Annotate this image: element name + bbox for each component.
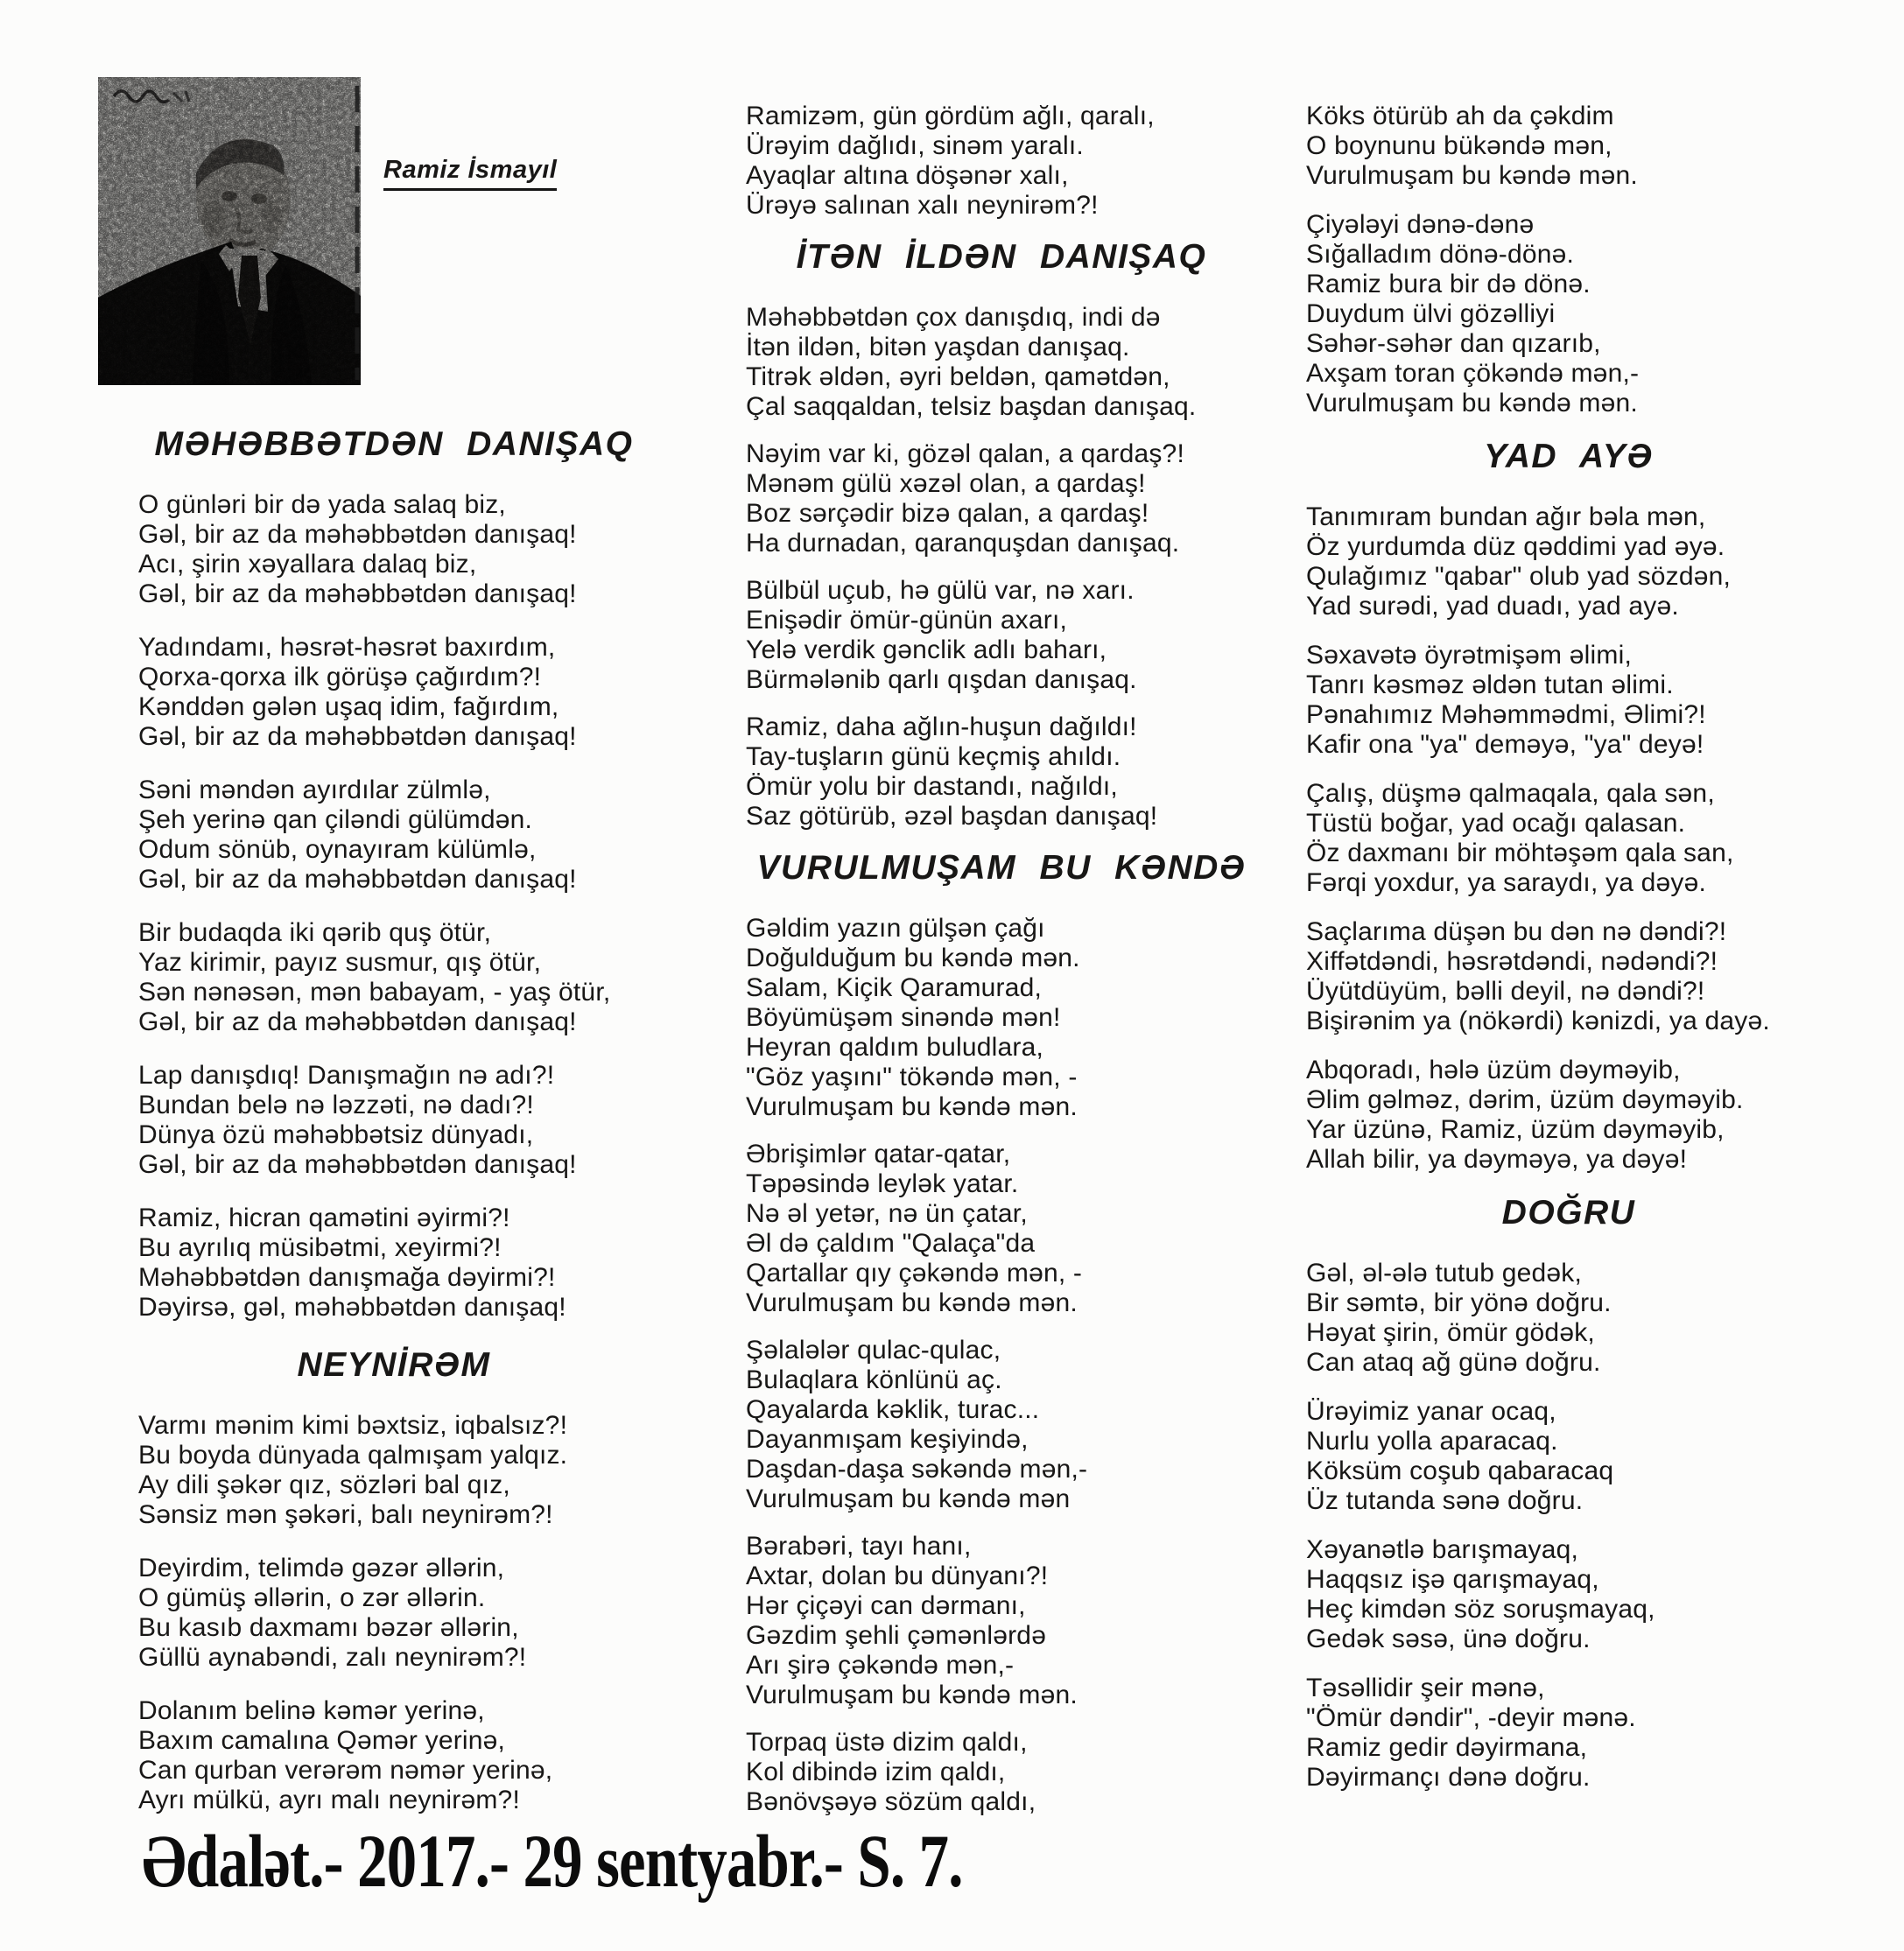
poem-line: Qayalarda kəklik, turac... bbox=[746, 1395, 1040, 1424]
poem-line: Gəl, bir az da məhəbbətdən danışaq! bbox=[138, 579, 577, 608]
poem-line: Qulağımız "qabar" olub yad sözdən, bbox=[1306, 562, 1732, 591]
author-name: Ramiz İsmayıl bbox=[383, 156, 557, 191]
poem-line: Yadındamı, həsrət-həsrət baxırdım, bbox=[138, 633, 556, 662]
stanza bbox=[138, 1696, 650, 1815]
stanza bbox=[1306, 917, 1831, 1036]
poem-line: Enişədir ömür-günün axarı, bbox=[746, 606, 1068, 635]
poem-line: Qartallar qıy çəkəndə mən, - bbox=[746, 1259, 1083, 1288]
poem-line: Çal saqqaldan, telsiz başdan danışaq. bbox=[746, 392, 1197, 421]
poem-line: Varmı mənim kimi bəxtsiz, iqbalsız?! bbox=[138, 1411, 568, 1440]
stanza bbox=[138, 1411, 650, 1530]
poem-line: O gümüş əllərin, o zər əllərin. bbox=[138, 1583, 486, 1612]
stanza bbox=[1306, 102, 1831, 191]
poem-line: Gəl, bir az da məhəbbətdən danışaq! bbox=[138, 520, 577, 549]
poem-line: Səxavətə öyrətmişəm əlimi, bbox=[1306, 641, 1632, 670]
stanza bbox=[1306, 1056, 1831, 1175]
poem-line: Bulaqlara könlünü aç. bbox=[746, 1365, 1002, 1394]
poem-line: Ramiz, daha ağlın-huşun dağıldı! bbox=[746, 712, 1137, 741]
poem-line: Bu ayrılıq müsibətmi, xeyirmi?! bbox=[138, 1233, 502, 1262]
poem-line: Öz daxmanı bir möhtəşəm qala san, bbox=[1306, 839, 1734, 867]
poem-line: Dəyirmançı dənə doğru. bbox=[1306, 1763, 1591, 1792]
poem-line: Köks ötürüb ah da çəkdim bbox=[1306, 102, 1614, 130]
stanza bbox=[1306, 641, 1831, 760]
poem-line: İtən ildən, bitən yaşdan danışaq. bbox=[746, 333, 1130, 361]
poem-line: Gəl, əl-ələ tutub gedək, bbox=[1306, 1259, 1582, 1288]
poem-column-3 bbox=[1306, 102, 1831, 1812]
poem-line: Kol dibində izim qaldı, bbox=[746, 1758, 1006, 1786]
poem-line: Allah bilir, ya dəyməyə, ya dəyə! bbox=[1306, 1145, 1688, 1174]
poem-line: Dünya özü məhəbbətsiz dünyadı, bbox=[138, 1120, 534, 1149]
poem-line: Əlim gəlməz, dərim, üzüm dəyməyib. bbox=[1306, 1085, 1744, 1114]
stanza bbox=[1306, 1259, 1831, 1378]
poem-line: Gedək səsə, ünə doğru. bbox=[1306, 1625, 1591, 1653]
poem-line: Yar üzünə, Ramiz, üzüm dəyməyib, bbox=[1306, 1115, 1725, 1144]
poem-column-2 bbox=[746, 102, 1257, 1835]
poem-line: Arı şirə çəkəndə mən,- bbox=[746, 1651, 1015, 1680]
poem-line: Haqqsız işə qarışmayaq, bbox=[1306, 1565, 1599, 1594]
poem-line: O boynunu bükəndə mən, bbox=[1306, 131, 1612, 160]
poem-line: Gəldim yazın gülşən çağı bbox=[746, 914, 1045, 943]
stanza bbox=[746, 439, 1257, 558]
poem-line: Məhəbbətdən danışmağa dəyirmi?! bbox=[138, 1263, 556, 1292]
poem-line: Ürəyə salınan xalı neynirəm?! bbox=[746, 191, 1099, 220]
stanza bbox=[138, 1061, 650, 1180]
poem-line: Torpaq üstə dizim qaldı, bbox=[746, 1728, 1028, 1757]
poem-line: Doğulduğum bu kəndə mən. bbox=[746, 944, 1080, 972]
stanza bbox=[746, 1728, 1257, 1817]
poem-line: Ramiz gedir dəyirmana, bbox=[1306, 1733, 1588, 1762]
stanza bbox=[1306, 1397, 1831, 1516]
poem-line: Salam, Kiçik Qaramurad, bbox=[746, 973, 1043, 1002]
stanza bbox=[1306, 779, 1831, 898]
poem-line: Kafir ona "ya" deməyə, "ya" deyə! bbox=[1306, 730, 1704, 759]
poem-line: Ha durnadan, qaranquşdan danışaq. bbox=[746, 529, 1180, 558]
poem-line: Axtar, dolan bu dünyanı?! bbox=[746, 1562, 1049, 1590]
stanza bbox=[746, 1336, 1257, 1514]
poem-line: Bülbül uçub, hə gülü var, nə xarı. bbox=[746, 576, 1135, 605]
poem-line: Gəl, bir az da məhəbbətdən danışaq! bbox=[138, 865, 577, 894]
poem-line: Nurlu yolla aparacaq. bbox=[1306, 1427, 1558, 1456]
poem-line: Bişirənim ya (nökərdi) kənizdi, ya dayə. bbox=[1306, 1007, 1770, 1035]
poem-line: Boz sərçədir bizə qalan, a qardaş! bbox=[746, 499, 1149, 528]
poem-line: Ramizəm, gün gördüm ağlı, qaralı, bbox=[746, 102, 1155, 130]
poem-line: Mənəm gülü xəzəl olan, a qardaş! bbox=[746, 469, 1146, 498]
poem-line: Qorxa-qorxa ilk görüşə çağırdım?! bbox=[138, 663, 542, 691]
poem-line: Axşam toran çökəndə mən,- bbox=[1306, 359, 1640, 388]
poem-title: YAD AYƏ bbox=[1484, 438, 1654, 475]
poem-line: Köksüm coşub qabaracaq bbox=[1306, 1456, 1614, 1485]
poem-line: Səhər-səhər dan qızarıb, bbox=[1306, 329, 1601, 358]
poem-line: Bir budaqda iki qərib quş ötür, bbox=[138, 918, 492, 947]
poem-line: Abqoradı, hələ üzüm dəyməyib, bbox=[1306, 1056, 1681, 1084]
poem-line: Daşdan-daşa səkəndə mən,- bbox=[746, 1455, 1088, 1484]
stanza bbox=[746, 303, 1257, 422]
poem-line: Çiyələyi dənə-dənə bbox=[1306, 210, 1535, 239]
poem-line: Böyümüşəm sinəndə mən! bbox=[746, 1003, 1061, 1032]
poem-line: Xiffətdəndi, həsrətdəndi, nədəndi?! bbox=[1306, 947, 1718, 976]
stanza bbox=[138, 775, 650, 895]
stanza bbox=[138, 918, 650, 1037]
stanza bbox=[746, 1140, 1257, 1318]
poem-line: Gəl, bir az da məhəbbətdən danışaq! bbox=[138, 1150, 577, 1179]
poem-line: Kənddən gələn uşaq idim, fağırdım, bbox=[138, 692, 559, 721]
poem-line: Ürəyimiz yanar ocaq, bbox=[1306, 1397, 1556, 1426]
poem-line: Məhəbbətdən çox danışdıq, indi də bbox=[746, 303, 1161, 332]
poem-line: Ayrı mülkü, ayrı malı neynirəm?! bbox=[138, 1786, 520, 1814]
poem-line: "Göz yaşını" tökəndə mən, - bbox=[746, 1063, 1078, 1091]
poem-line: Saçlarıma düşən bu dən nə dəndi?! bbox=[1306, 917, 1727, 946]
poem-line: Acı, şirin xəyallara dalaq biz, bbox=[138, 550, 477, 579]
poem-line: Əl də çaldım "Qalaça"da bbox=[746, 1229, 1036, 1258]
poem-title: DOĞRU bbox=[1501, 1194, 1636, 1232]
poem-title: NEYNİRƏM bbox=[297, 1346, 491, 1384]
poem-line: Bundan belə nə ləzzəti, nə dadı?! bbox=[138, 1091, 534, 1119]
poem-line: Təsəllidir şeir mənə, bbox=[1306, 1674, 1545, 1702]
poem-line: Vurulmuşam bu kəndə mən. bbox=[746, 1092, 1078, 1121]
poem-line: Pənahımız Məhəmmədmi, Əlimi?! bbox=[1306, 700, 1706, 729]
poem-line: Səni məndən ayırdılar zülmlə, bbox=[138, 775, 491, 804]
poem-line: Odum sönüb, oynayıram külümlə, bbox=[138, 835, 537, 864]
author-photo bbox=[98, 77, 361, 385]
poem-line: Dolanım belinə kəmər yerinə, bbox=[138, 1696, 485, 1725]
poem-line: Şeh yerinə qan çiləndi gülümdən. bbox=[138, 805, 533, 834]
poem-line: Vurulmuşam bu kəndə mən. bbox=[746, 1288, 1078, 1317]
poem-line: Öz yurdumda düz qəddimi yad əyə. bbox=[1306, 532, 1725, 561]
poem-line: Vurulmuşam bu kəndə mən. bbox=[746, 1681, 1078, 1709]
poem-line: O günləri bir də yada salaq biz, bbox=[138, 490, 506, 519]
poem-line: Bu kasıb daxmamı bəzər əllərin, bbox=[138, 1613, 519, 1642]
poem-title: VURULMUŞAM BU KƏNDƏ bbox=[756, 849, 1247, 887]
poem-line: Bir səmtə, bir yönə doğru. bbox=[1306, 1288, 1612, 1317]
poem-line: Titrək əldən, əyri beldən, qamətdən, bbox=[746, 362, 1170, 391]
poem-line: Bu boyda dünyada qalmışam yalqız. bbox=[138, 1441, 568, 1470]
poem-line: Yaz kirimir, payız susmur, qış ötür, bbox=[138, 948, 542, 977]
poem-column-1 bbox=[138, 425, 650, 1839]
poem-line: Gəl, bir az da məhəbbətdən danışaq! bbox=[138, 1007, 577, 1036]
poem-line: Tüstü boğar, yad ocağı qalasan. bbox=[1306, 809, 1686, 838]
poem-line: Lap danışdıq! Danışmağın nə adı?! bbox=[138, 1061, 555, 1090]
poem-line: Bərabəri, tayı hanı, bbox=[746, 1532, 972, 1561]
poem-line: Fərqi yoxdur, ya saraydı, ya dəyə. bbox=[1306, 868, 1707, 897]
stanza bbox=[138, 633, 650, 752]
poem-line: Xəyanətlə barışmayaq, bbox=[1306, 1535, 1579, 1564]
poem-line: Ayaqlar altına döşənər xalı, bbox=[746, 161, 1069, 190]
stanza bbox=[746, 576, 1257, 695]
poem-line: Tay-tuşların günü keçmiş ahıldı. bbox=[746, 742, 1121, 771]
stanza bbox=[1306, 502, 1831, 621]
poem-line: Baxım camalına Qəmər yerinə, bbox=[138, 1726, 506, 1755]
poem-line: Güllü aynabəndi, zalı neynirəm?! bbox=[138, 1643, 527, 1672]
poem-line: Gəl, bir az da məhəbbətdən danışaq! bbox=[138, 722, 577, 751]
poem-line: Sənsiz mən şəkəri, balı neynirəm?! bbox=[138, 1500, 553, 1529]
portrait-illustration bbox=[98, 77, 361, 385]
poem-line: Üz tutanda sənə doğru. bbox=[1306, 1486, 1584, 1515]
stanza bbox=[1306, 1535, 1831, 1654]
poem-line: Dəyirsə, gəl, məhəbbətdən danışaq! bbox=[138, 1293, 566, 1322]
poem-line: Ömür yolu bir dastandı, nağıldı, bbox=[746, 772, 1118, 801]
poem-line: Vurulmuşam bu kəndə mən. bbox=[1306, 161, 1638, 190]
poem-line: Vurulmuşam bu kəndə mən bbox=[746, 1484, 1071, 1513]
poem-line: Vurulmuşam bu kəndə mən. bbox=[1306, 389, 1638, 418]
poem-line: Ramiz bura bir də dönə. bbox=[1306, 270, 1591, 298]
poem-title: İTƏN İLDƏN DANIŞAQ bbox=[796, 238, 1207, 276]
stanza bbox=[746, 102, 1257, 221]
poem-line: Dayanmışam keşiyində, bbox=[746, 1425, 1029, 1454]
poem-line: Heyran qaldım buludlara, bbox=[746, 1033, 1043, 1062]
poem-line: Heç kimdən söz soruşmayaq, bbox=[1306, 1595, 1655, 1624]
stanza bbox=[138, 490, 650, 609]
poem-line: Ramiz, hicran qamətini əyirmi?! bbox=[138, 1204, 510, 1232]
poem-line: Bürmələnib qarlı qışdan danışaq. bbox=[746, 665, 1137, 694]
poem-title: MƏHƏBBƏTDƏN DANIŞAQ bbox=[154, 425, 634, 463]
stanza bbox=[746, 1532, 1257, 1710]
poem-line: Duydum ülvi gözəlliyi bbox=[1306, 299, 1556, 328]
stanza bbox=[138, 1554, 650, 1673]
poem-line: Bənövşəyə sözüm qaldı, bbox=[746, 1787, 1036, 1816]
stanza bbox=[138, 1204, 650, 1323]
stanza bbox=[746, 712, 1257, 832]
poem-line: Yad surədi, yad duadı, yad ayə. bbox=[1306, 592, 1679, 621]
poem-line: Saz götürüb, əzəl başdan danışaq! bbox=[746, 802, 1158, 831]
poem-line: Tanımıram bundan ağır bəla mən, bbox=[1306, 502, 1706, 531]
poem-line: Ay dili şəkər qız, sözləri bal qız, bbox=[138, 1470, 510, 1499]
stanza bbox=[1306, 210, 1831, 418]
poem-line: Həyat şirin, ömür gödək, bbox=[1306, 1318, 1595, 1347]
poem-line: Yelə verdik gənclik adlı baharı, bbox=[746, 635, 1107, 664]
poem-line: Can qurban verərəm nəmər yerinə, bbox=[138, 1756, 553, 1785]
stanza bbox=[1306, 1674, 1831, 1793]
source-citation: Ədalət.- 2017.- 29 sentyabr.- S. 7. bbox=[142, 1819, 963, 1903]
poem-line: Əbrişimlər qatar-qatar, bbox=[746, 1140, 1011, 1168]
poem-line: Nə əl yetər, nə ün çatar, bbox=[746, 1199, 1028, 1228]
poem-line: Təpəsində leylək yatar. bbox=[746, 1169, 1019, 1198]
poem-line: Sən nənəsən, mən babayam, - yaş ötür, bbox=[138, 978, 611, 1007]
poem-line: Çalış, düşmə qalmaqala, qala sən, bbox=[1306, 779, 1715, 808]
poem-line: Tanrı kəsməz əldən tutan əlimi. bbox=[1306, 670, 1674, 699]
stanza bbox=[746, 914, 1257, 1122]
poem-line: Üyütdüyüm, bəlli deyil, nə dəndi?! bbox=[1306, 977, 1705, 1006]
poem-line: Sığalladım dönə-dönə. bbox=[1306, 240, 1575, 269]
poem-line: Gəzdim şehli çəmənlərdə bbox=[746, 1621, 1047, 1650]
poem-line: Can ataq ağ günə doğru. bbox=[1306, 1348, 1601, 1377]
poem-line: "Ömür dəndir", -deyir mənə. bbox=[1306, 1703, 1636, 1732]
poem-line: Hər çiçəyi can dərmanı, bbox=[746, 1591, 1026, 1620]
poem-line: Nəyim var ki, gözəl qalan, a qardaş?! bbox=[746, 439, 1184, 468]
poem-line: Şəlalələr qulac-qulac, bbox=[746, 1336, 1001, 1365]
poem-line: Deyirdim, telimdə gəzər əllərin, bbox=[138, 1554, 505, 1583]
poem-line: Ürəyim dağlıdı, sinəm yaralı. bbox=[746, 131, 1084, 160]
